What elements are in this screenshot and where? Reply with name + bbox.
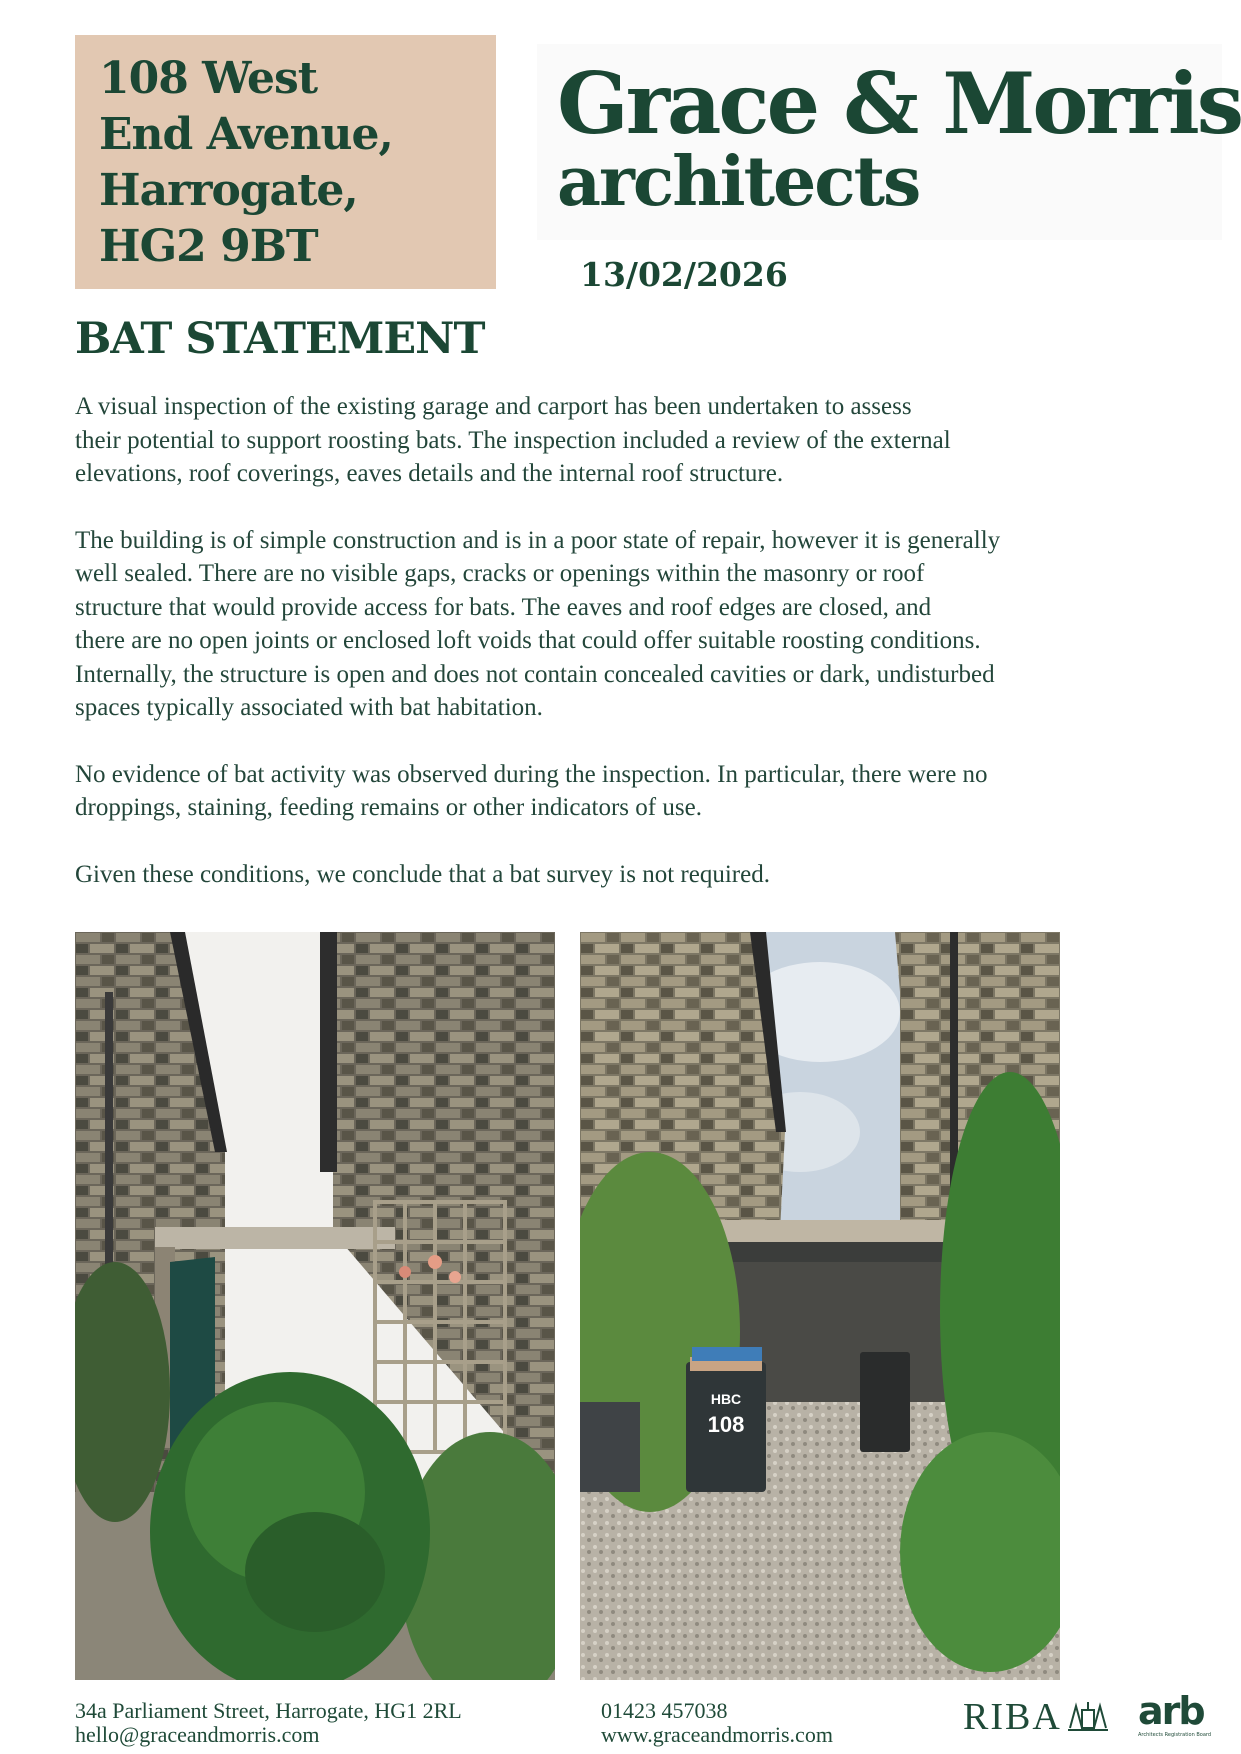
arb-caption: Architects Registration Board: [1138, 1732, 1212, 1738]
bin-label-top: HBC: [710, 1391, 742, 1407]
text-line: there are no open joints or enclosed loft voids that could offer suitable roosting conditions.: [75, 627, 981, 654]
brand-name: Grace & Morris: [557, 54, 1241, 153]
paragraph: [75, 524, 1185, 725]
photo-garden-passage: [75, 932, 555, 1680]
text-line: structure that would provide access for bats. The eaves and roof edges are closed, and: [75, 593, 932, 621]
address-box: [75, 35, 496, 289]
paragraph: [75, 858, 1185, 892]
document-title: BAT STATEMENT: [75, 314, 485, 364]
statement-body: [75, 390, 1185, 924]
text-line: No evidence of bat activity was observed during the inspection. In particular, there were no: [75, 760, 988, 788]
address-line: End Avenue,: [99, 109, 393, 160]
text-line: spaces typically associated with bat habitation.: [75, 694, 543, 721]
brand-subtitle: architects: [557, 142, 920, 222]
photo-carport: [580, 932, 1060, 1680]
text-line: droppings, staining, feeding remains or other indicators of use.: [75, 794, 702, 821]
text-line: well sealed. There are no visible gaps, cracks or openings within the masonry or roof: [75, 560, 925, 587]
arb-logo: [1136, 1690, 1226, 1740]
document-date: 13/02/2026: [580, 255, 788, 294]
bin-label-number: 108: [707, 1412, 745, 1437]
garden-passage-image: [75, 932, 555, 1680]
arb-logo-text: arb: [1138, 1690, 1204, 1733]
footer-address: 34a Parliament Street, Harrogate, HG1 2RL: [75, 1698, 462, 1723]
text-line: Internally, the structure is open and does not contain concealed cavities or dark, undisturbed: [75, 660, 995, 688]
text-line: their potential to support roosting bats. The inspection included a review of the external: [75, 426, 951, 454]
riba-crest-icon: [1066, 1696, 1110, 1736]
text-line: A visual inspection of the existing garage and carport has been undertaken to assess: [75, 393, 912, 420]
paragraph: [75, 758, 1185, 825]
text-line: elevations, roof coverings, eaves details and the internal roof structure.: [75, 460, 784, 487]
address-line: 108 West: [99, 53, 318, 104]
footer-website[interactable]: www.graceandmorris.com: [601, 1722, 833, 1747]
address-line: HG2 9BT: [99, 221, 318, 272]
footer-phone[interactable]: 01423 457038: [601, 1698, 728, 1723]
brand-logo: [537, 44, 1241, 240]
text-line: The building is of simple construction and is in a poor state of repair, however it is generally: [75, 526, 1001, 554]
address-line: Harrogate,: [99, 165, 358, 216]
riba-logo: RIBA: [963, 1696, 1062, 1738]
text-line: Given these conditions, we conclude that a bat survey is not required.: [75, 860, 770, 888]
paragraph: [75, 390, 1185, 491]
carport-image: [580, 932, 1060, 1680]
footer-email[interactable]: hello@graceandmorris.com: [75, 1722, 320, 1747]
